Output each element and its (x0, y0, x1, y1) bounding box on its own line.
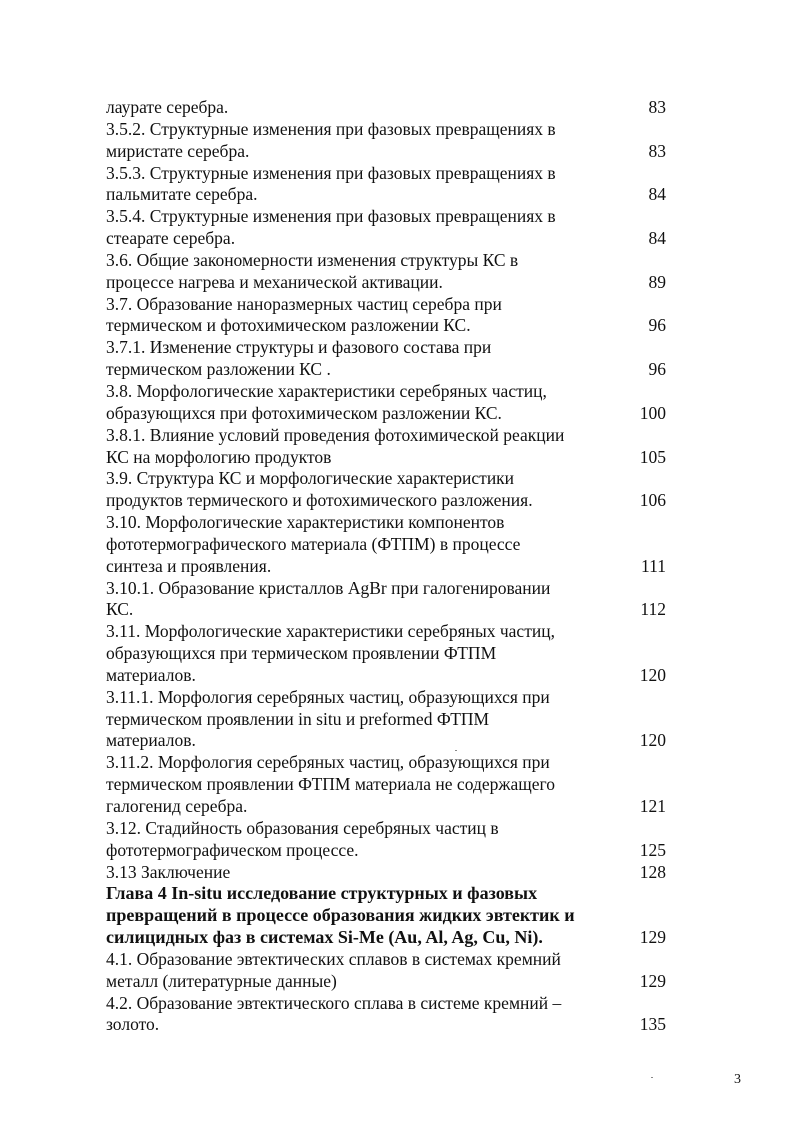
toc-chapter-entry (106, 883, 666, 949)
toc-entry-text-line: 4.1. Образование эвтектических сплавов в системах кремний (106, 948, 561, 969)
toc-page-number: 89 (648, 271, 666, 292)
toc-page-number: 106 (639, 490, 666, 511)
scan-speck (651, 1077, 653, 1078)
toc-entry-text-line: 3.10.1. Образование кристаллов AgBr при галогенировании (106, 577, 551, 598)
toc-entry-text-line: металл (литературные данные) (106, 970, 337, 991)
toc-entry (106, 993, 666, 1037)
toc-page-number: 83 (648, 97, 666, 117)
toc-entry (106, 687, 666, 753)
toc-page-number: 100 (639, 402, 666, 423)
toc-entry-text-line: силицидных фаз в системах Si-Me (Au, Al, Ag, Cu, Ni). (106, 927, 543, 948)
toc-entry-text-line: 3.8.1. Влияние условий проведения фотохимической реакции (106, 424, 565, 445)
toc-entry (106, 468, 666, 512)
toc-page-number: 128 (639, 861, 666, 882)
toc-entry-text-line: термическом проявлении in situ и preformed ФТПМ (106, 708, 490, 729)
toc-page-number: 135 (639, 1014, 666, 1035)
toc-entry-text-line: 3.10. Морфологические характеристики компонентов (106, 512, 505, 533)
toc-entry-text-line: термическом проявлении ФТПМ материала не содержащего (106, 774, 555, 795)
toc-page-number: 121 (639, 796, 666, 816)
toc-entry-text-line: 3.7.1. Изменение структуры и фазового состава при (106, 337, 492, 358)
toc-page-number: 96 (648, 315, 666, 336)
toc-entry-text-line: 3.5.2. Структурные изменения при фазовых превращениях в (106, 118, 556, 139)
toc-page-number: 84 (648, 228, 666, 249)
toc-entry-text-line: термическом разложении КС . (106, 359, 331, 380)
toc-entry-text-line: 3.12. Стадийность образования серебряных частиц в (106, 817, 499, 838)
toc-entry (106, 163, 666, 207)
scan-speck (455, 750, 457, 751)
toc-entry-text-line: лаурате серебра. (106, 97, 229, 117)
toc-page-number: 120 (639, 730, 666, 751)
toc-entry-text-line: 4.2. Образование эвтектического сплава в системе кремний – (106, 992, 562, 1013)
toc-page-number: 96 (648, 359, 666, 380)
toc-entry (106, 862, 666, 884)
toc-page-number: 129 (639, 970, 666, 991)
toc-entry-text-line: КС на морфологию продуктов (106, 446, 332, 467)
toc-entry-text-line: 3.8. Морфологические характеристики серебряных частиц, (106, 380, 547, 401)
toc-entry (106, 97, 666, 119)
toc-page-number: 112 (640, 599, 666, 620)
toc-entry-text-line: фототермографическом процессе. (106, 839, 359, 860)
toc-entry-text-line: фототермографического материала (ФТПМ) в процессе (106, 533, 521, 554)
toc-page-number: 125 (639, 839, 666, 860)
table-of-contents (106, 97, 666, 1036)
toc-entry-text-line: 3.9. Структура КС и морфологические характеристики (106, 468, 515, 489)
toc-entry-text-line: образующихся при термическом проявлении ФТПМ (106, 643, 497, 664)
toc-entry-text-line: продуктов термического и фотохимического разложения. (106, 490, 533, 511)
toc-entry-text-line: процессе нагрева и механической активации. (106, 271, 443, 292)
toc-entry-text-line: 3.5.4. Структурные изменения при фазовых превращениях в (106, 206, 556, 227)
toc-entry-text-line: превращений в процессе образования жидких эвтектик и (106, 905, 575, 926)
page-number: 3 (734, 1072, 741, 1087)
toc-page-number: 105 (639, 446, 666, 467)
toc-entry (106, 752, 666, 818)
toc-entry-text-line: золото. (106, 1014, 160, 1035)
toc-entry-text-line: пальмитате серебра. (106, 184, 258, 205)
toc-entry (106, 578, 666, 622)
toc-entry (106, 337, 666, 381)
toc-entry-text-line: 3.13 Заключение (106, 861, 231, 882)
toc-page-number: 120 (639, 664, 666, 685)
toc-page-number: 84 (648, 184, 666, 205)
toc-entry-text-line: галогенид серебра. (106, 796, 248, 816)
toc-page-number: 111 (641, 555, 666, 576)
toc-entry-text-line: 3.6. Общие закономерности изменения структуры КС в (106, 249, 519, 270)
toc-entry-text-line: материалов. (106, 730, 196, 751)
toc-entry (106, 119, 666, 163)
toc-entry (106, 512, 666, 578)
toc-entry (106, 294, 666, 338)
toc-entry (106, 621, 666, 687)
toc-entry-text-line: термическом и фотохимическом разложении КС. (106, 315, 471, 336)
toc-entry-text-line: Глава 4 In-situ исследование структурных и фазовых (106, 883, 538, 904)
toc-entry (106, 818, 666, 862)
toc-entry-text-line: 3.5.3. Структурные изменения при фазовых превращениях в (106, 162, 556, 183)
toc-entry-text-line: 3.7. Образование наноразмерных частиц серебра при (106, 293, 502, 314)
toc-entry-text-line: 3.11.2. Морфология серебряных частиц, образующихся при (106, 752, 550, 773)
toc-entry-text-line: синтеза и проявления. (106, 555, 272, 576)
toc-entry-text-line: материалов. (106, 664, 196, 685)
toc-page-number: 83 (648, 140, 666, 161)
toc-entry (106, 206, 666, 250)
toc-entry-text-line: КС. (106, 599, 134, 620)
toc-entry (106, 949, 666, 993)
toc-page-number: 129 (639, 927, 666, 948)
toc-entry (106, 381, 666, 425)
toc-entry-text-line: миристате серебра. (106, 140, 250, 161)
toc-entry-text-line: 3.11. Морфологические характеристики серебряных частиц, (106, 621, 555, 642)
toc-entry (106, 425, 666, 469)
toc-entry-text-line: образующихся при фотохимическом разложении КС. (106, 402, 502, 423)
toc-entry (106, 250, 666, 294)
toc-entry-text-line: стеарате серебра. (106, 228, 236, 249)
toc-entry-text-line: 3.11.1. Морфология серебряных частиц, образующихся при (106, 686, 550, 707)
